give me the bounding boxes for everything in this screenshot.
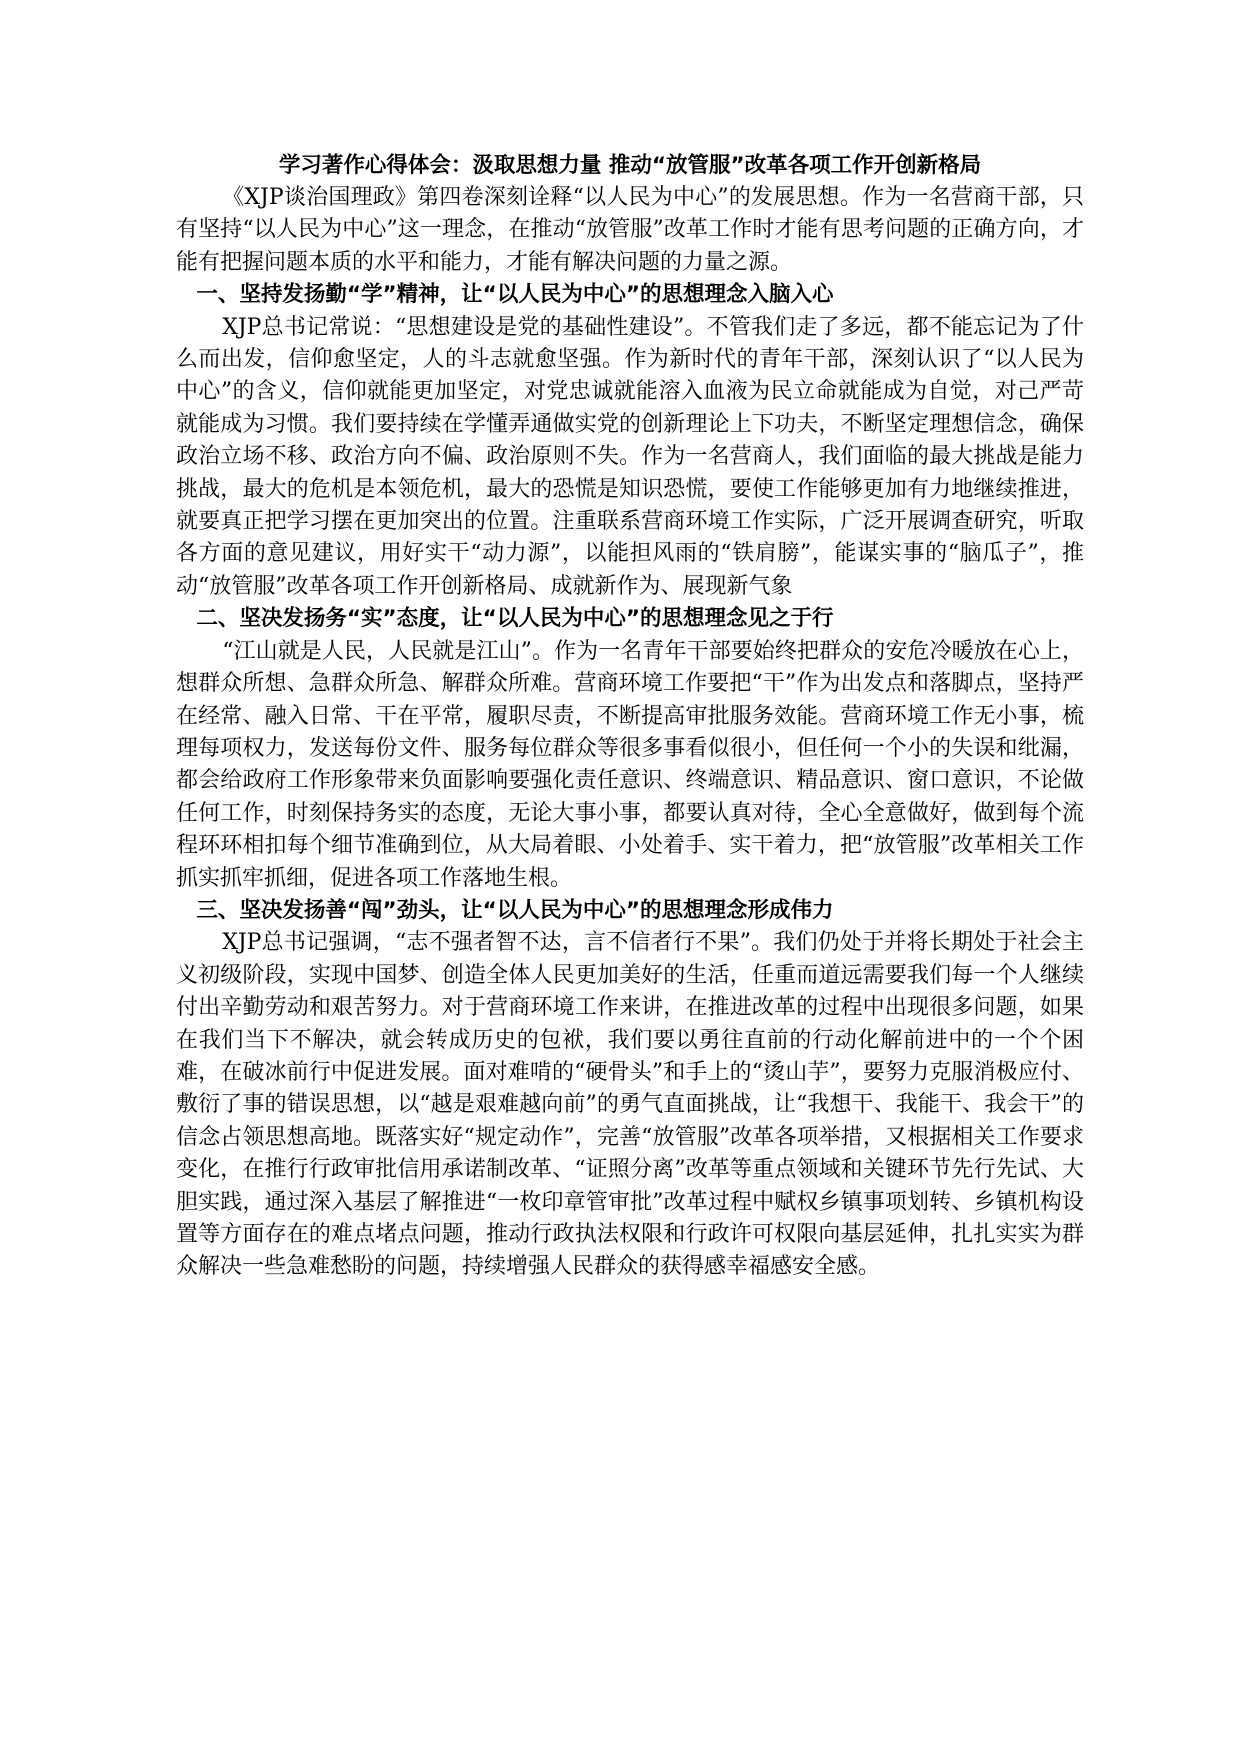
section-1-heading: 一、坚持发扬勤“学”精神，让“以人民为中心”的思想理念入脑入心 xyxy=(196,282,834,308)
document-page xyxy=(176,150,1084,1284)
document-title: 学习著作心得体会：汲取思想力量 推动“放管服”改革各项工作开创新格局 xyxy=(278,153,982,178)
section-2-heading: 二、坚决发扬务“实”态度，让“以人民为中心”的思想理念见之于行 xyxy=(196,606,834,632)
section-2-body: “江山就是人民，人民就是江山”。作为一名青年干部要始终把群众的安危冷暖放在心上，想群众所想、急群众所急、解群众所难。营商环境工作要把“干”作为出发点和落脚点，坚持严在经常、融入日常、干在平常，履职尽责，不断提高审批服务效能。营商环境工作无小事，梳理每项权力，发送每份文件、服务每位群众等很多事看似很小，但任何一个小的失误和纰漏，都会给政府工作形象带来负面影响要强化责任意识、终端意识、精品意识、窗口意识，不论做任何工作，时刻保持务实的态度，无论大事小事，都要认真对待，全心全意做好，做到每个流程环环相扣每个细节准确到位，从大局着眼、小处着手、实干着力，把“放管服”改革相关工作抓实抓牢抓细，促进各项工作落地生根。 xyxy=(176,638,1084,891)
section-3-heading: 三、坚决发扬善“闯”劲头，让“以人民为中心”的思想理念形成伟力 xyxy=(196,897,834,923)
section-3-body: XJP总书记强调，“志不强者智不达，言不信者行不果”。我们仍处于并将长期处于社会主义初级阶段，实现中国梦、创造全体人民更加美好的生活，任重而道远需要我们每一个人继续付出辛勤劳动和艰苦努力。对于营商环境工作来讲，在推进改革的过程中出现很多问题，如果在我们当下不解决，就会转成历史的包袱，我们要以勇往直前的行动化解前进中的一个个困难，在破冰前行中促进发展。面对难啃的“硬骨头”和手上的“烫山芋”，要努力克服消极应付、敷衍了事的错误思想，以“越是艰难越向前”的勇气直面挑战，让“我想干、我能干、我会干”的信念占领思想高地。既落实好“规定动作”，完善“放管服”改革各项举措，又根据相关工作要求变化，在推行行政审批信用承诺制改革、“证照分离”改革等重点领域和关键环节先行先试、大胆实践，通过深入基层了解推进“一枚印章管审批”改革过程中赋权乡镇事项划转、乡镇机构设置等方面存在的难点堵点问题，推动行政执法权限和行政许可权限向基层延伸，扎扎实实为群众解决一些急难愁盼的问题，持续增强人民群众的获得感幸福感安全感。 xyxy=(176,930,1084,1280)
intro-paragraph: 《XJP谈治国理政》第四卷深刻诠释“以人民为中心”的发展思想。作为一名营商干部，只有坚持“以人民为中心”这一理念，在推动“放管服”改革工作时才能有思考问题的正确方向，才能有把握问题本质的水平和能力，才能有解决问题的力量之源。 xyxy=(176,185,1084,275)
section-1-body: XJP总书记常说：“思想建设是党的基础性建设”。不管我们走了多远，都不能忘记为了什么而出发，信仰愈坚定，人的斗志就愈坚强。作为新时代的青年干部，深刻认识了“以人民为中心”的含义，信仰就能更加坚定，对党忠诚就能溶入血液为民立命就能成为自觉，对己严苛就能成为习惯。我们要持续在学懂弄通做实党的创新理论上下功夫，不断坚定理想信念，确保政治立场不移、政治方向不偏、政治原则不失。作为一名营商人，我们面临的最大挑战是能力挑战，最大的危机是本领危机，最大的恐慌是知识恐慌，要使工作能够更加有力地继续推进，就要真正把学习摆在更加突出的位置。注重联系营商环境工作实际，广泛开展调查研究，听取各方面的意见建议，用好实干“动力源”，以能担风雨的“铁肩膀”，能谋实事的“脑瓜子”，推动“放管服”改革各项工作开创新格局、成就新作为、展现新气象 xyxy=(176,314,1084,599)
